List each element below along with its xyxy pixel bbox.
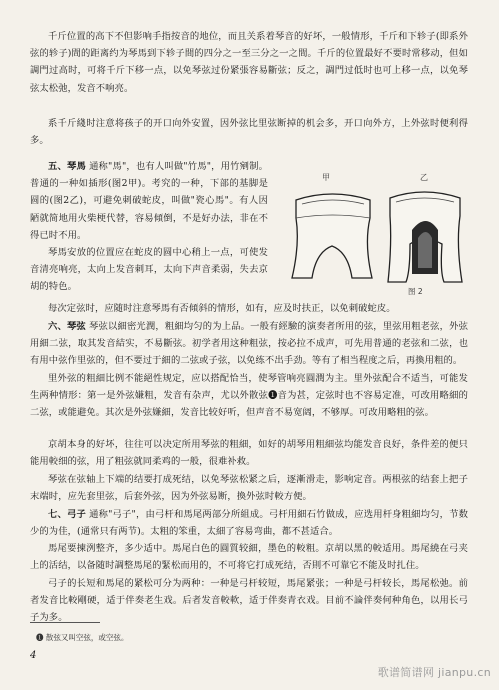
section-text xyxy=(30,158,268,244)
figure-label-b: 乙 xyxy=(420,173,428,182)
paragraph-horsehair xyxy=(30,540,468,574)
paragraph-text: 里外弦的粗細比例不能絕性规定，应以搭配恰当，使琴管响亮圓潤为主。里外弦配合不适当，可能发生两种情形：第一是外弦嫌粗，发音有杂声，尤以外散弦❶音为甚，定弦时也不容易定准，可改用略細的二弦，或能避免。其次是外弦嫌細，发音比较好听，但声音不易宽阔，不够厚。可改用略粗的弦。 xyxy=(30,373,468,419)
section-body: 通称"馬"，也有人叫做"竹馬"，用竹剜制。普通的一种如插形(图2甲)。考究的一种，下部的基脚是圆的(图2乙)，可避免刺破蛇皮，叫做"瓷心馬"。有人因陋就简地用火柴梗代替，容易傾倒，不是好办法，非在不得已时不用。 xyxy=(30,161,268,241)
section-7-bow xyxy=(30,506,468,540)
section-heading: 五、琴馬 xyxy=(48,161,86,172)
section-6-strings xyxy=(30,318,468,370)
paragraph-text: 琴弦在弦轴上下端的结要打成死结，以免琴弦松紧之后，逐漸滑走，影响定音。两根弦的结套上把子末端时，应先套里弦，后套外弦，因为外弦易断，換外弦时較方便。 xyxy=(30,474,468,503)
section-body: 通称"弓子"，由弓杆和馬尾两部分所組成。弓杆用細石竹做成，应选用杆身粗細均匀，节数少的为佳，(通常只有两节)。太粗的笨重，太細了容易弯曲，都不甚适合。 xyxy=(30,509,468,538)
section-heading: 七、弓子 xyxy=(48,509,86,520)
paragraph-string-ratio xyxy=(30,370,468,422)
paragraph-text: 馬尾要揀洌整齐，多少适中。馬尾白色的圓質较細，墨色的較粗。京胡以黑的較适用。馬尾繞在弓夹上的活结，以备随时調整馬尾的緊松而用的，不可将它打成死结，否則不可靠它不能及时扎住。 xyxy=(30,543,468,572)
footnote: ❶ 散弦又叫空弦，或空弦。 xyxy=(36,633,129,642)
bridge-a-drawing xyxy=(292,194,372,278)
section-5-bridge xyxy=(30,158,268,244)
paragraph-jinghu-quality xyxy=(30,436,468,470)
figure-label-a: 甲 xyxy=(322,173,330,182)
paragraph-1 xyxy=(30,28,468,97)
paragraph-bridge-check xyxy=(30,300,468,317)
section-body: 琴弦以細密光潤，粗細均匀的为上品。一般有經驗的演奏者所用的弦，里弦用粗老弦，外弦用細二弦，取其发音結实，不易斷弦。初学者用这种粗弦，按必拉不成声，可先用普通的老弦和二弦，也有用中弦作里弦的，但不要过于細的二弦或子弦，以免练不出手劲。等有了相当程度之后，再換用粗的。 xyxy=(30,321,468,367)
watermark: 歌谱简谱网 jianpu.cn xyxy=(377,666,491,679)
paragraph-text: 京胡本身的好坏，往往可以决定所用琴弦的粗細，如好的胡琴用粗細弦均能发音良好，条件差的便只能用較细的弦，用了粗弦就同柔鸡的一般，很难补救。 xyxy=(30,439,468,468)
figure-caption: 图 2 xyxy=(408,287,423,296)
section-text xyxy=(30,506,468,540)
paragraph-bow-types xyxy=(30,575,468,627)
paragraph-text: 千斤位置的高下不但影响手指按音的地位，而且关系着琴音的好坏，一般情形，千斤和下轸子(即系外弦的轸子)間的距离约为琴馬到下轸子間的四分之一至三分之一之間。千斤的位置最好不要时常移动，但如調門过高时，可将千斤下移一点，以免琴弦过份紧張容易斷弦；反之，調門过低时也可上移一点，以免琴弦太松弛，发音不响亮。 xyxy=(30,31,468,94)
page-number: 4 xyxy=(30,650,37,661)
section-heading: 六、琴弦 xyxy=(48,321,86,332)
section-text xyxy=(30,318,468,370)
bridge-drawings xyxy=(272,182,476,302)
paragraph-bridge-position xyxy=(30,244,268,296)
figure-bridges xyxy=(272,172,476,302)
bridge-b-drawing xyxy=(388,192,462,282)
paragraph-2 xyxy=(30,115,468,149)
paragraph-text: 每次定弦时，应随时注意琴馬有否傾斜的情形，如有，应及时扶正，以免刺破蛇皮。 xyxy=(48,303,396,314)
footnote-divider xyxy=(30,622,100,623)
paragraph-string-knots xyxy=(30,471,468,505)
paragraph-text: 系千斤綫时注意将孩子的开口向外安置，因外弦比里弦断掉的机会多，开口向外方，上外弦时便利得多。 xyxy=(30,118,468,147)
paragraph-text: 琴馬安放的位置应在蛇皮的圆中心稍上一点，可使发音清亮响亮，太向上发音刺耳，太向下声音柔弱，失去京胡的特色。 xyxy=(30,247,268,293)
paragraph-text: 弓子的长短和馬尾的紧松可分为两种：一种是弓杆较短，馬尾紧张；一种是弓杆较长，馬尾松弛。前者发音比較剛硬，适于伴奏老生戏。后者发音較軟，适于伴奏青衣戏。目前不論伴奏何种角色，以用长弓子为多。 xyxy=(30,578,468,624)
